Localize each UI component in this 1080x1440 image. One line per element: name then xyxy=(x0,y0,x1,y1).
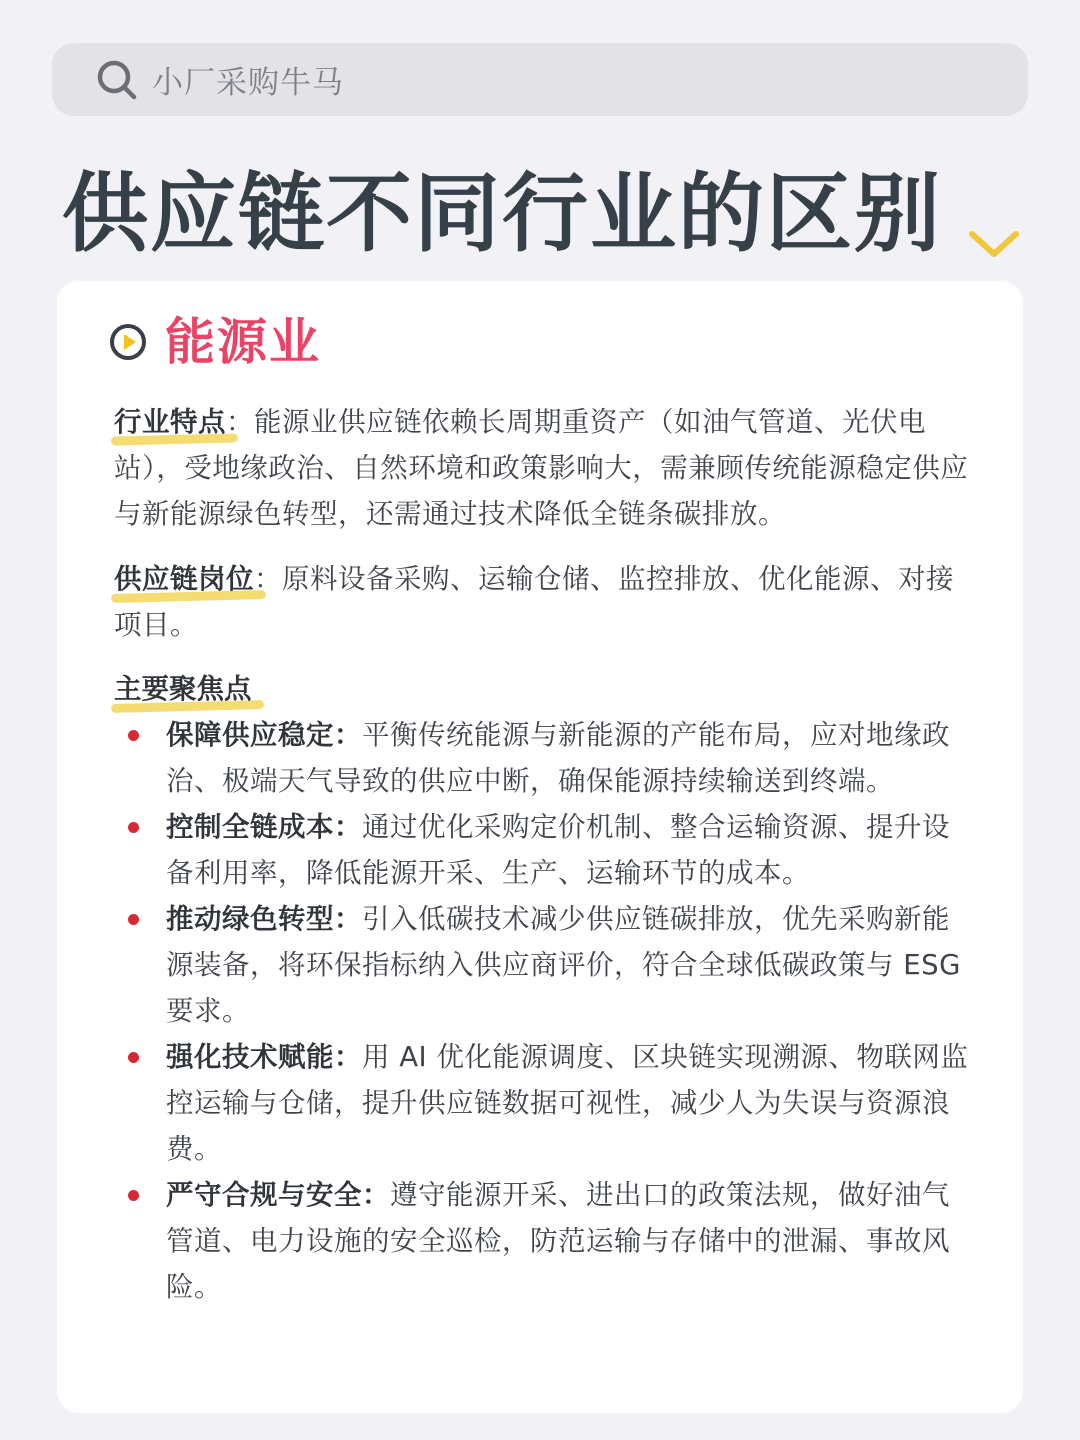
bullet-label: 强化技术赋能： xyxy=(166,1041,362,1073)
list-item xyxy=(114,1034,974,1172)
bullet-label: 保障供应稳定： xyxy=(166,719,362,751)
chevron-down-icon[interactable] xyxy=(966,226,1022,260)
search-query[interactable]: 小厂采购牛马 xyxy=(152,65,344,101)
focus-label: 主要聚焦点 xyxy=(114,666,252,712)
bullet-dot xyxy=(128,822,139,833)
list-item xyxy=(114,1172,974,1310)
search-bar[interactable] xyxy=(52,43,1028,116)
supply-chain-roles xyxy=(114,556,974,648)
bullet-text: 通过优化采购定价机制、整合运输资源、提升设备利用率，降低能源开采、生产、运输环节的成本。 xyxy=(166,811,950,889)
bullet-text: 用 AI 优化能源调度、区块链实现溯源、物联网监控运输与仓储，提升供应链数据可视性，减少人为失误与资源浪费。 xyxy=(166,1041,969,1165)
list-item xyxy=(114,896,974,1034)
section-title: 能源业 xyxy=(165,313,321,371)
play-circle-icon xyxy=(109,323,147,361)
list-item xyxy=(114,712,974,804)
bullet-label: 严守合规与安全： xyxy=(166,1179,390,1211)
bullet-dot xyxy=(128,730,139,741)
section-header xyxy=(109,307,321,377)
bullet-label: 控制全链成本： xyxy=(166,811,362,843)
roles-text: ：原料设备采购、运输仓储、监控排放、优化能源、对接项目。 xyxy=(114,563,954,641)
bullet-label: 推动绿色转型： xyxy=(166,903,362,935)
page-title: 供应链不同行业的区别 xyxy=(62,164,942,264)
list-item xyxy=(114,804,974,896)
bullet-dot xyxy=(128,1190,139,1201)
bullet-text: 遵守能源开采、进出口的政策法规，做好油气管道、电力设施的安全巡检，防范运输与存储中的泄漏、事故风险。 xyxy=(166,1179,950,1303)
roles-label: 供应链岗位 xyxy=(114,556,254,602)
bullet-dot xyxy=(128,914,139,925)
focus-heading xyxy=(114,666,252,712)
bullet-text: 平衡传统能源与新能源的产能布局，应对地缘政治、极端天气导致的供应中断，确保能源持续输送到终端。 xyxy=(166,719,950,797)
bullet-dot xyxy=(128,1052,139,1063)
features-label: 行业特点 xyxy=(114,399,226,445)
content-card xyxy=(57,281,1023,1413)
industry-features xyxy=(114,399,974,537)
features-text: ：能源业供应链依赖长周期重资产（如油气管道、光伏电站），受地缘政治、自然环境和政策影响大，需兼顾传统能源稳定供应与新能源绿色转型，还需通过技术降低全链条碳排放。 xyxy=(114,406,969,530)
focus-list xyxy=(114,712,974,1310)
search-icon xyxy=(96,59,138,101)
bullet-text: 引入低碳技术减少供应链碳排放，优先采购新能源装备，将环保指标纳入供应商评价，符合全球低碳政策与 ESG 要求。 xyxy=(166,903,961,1027)
